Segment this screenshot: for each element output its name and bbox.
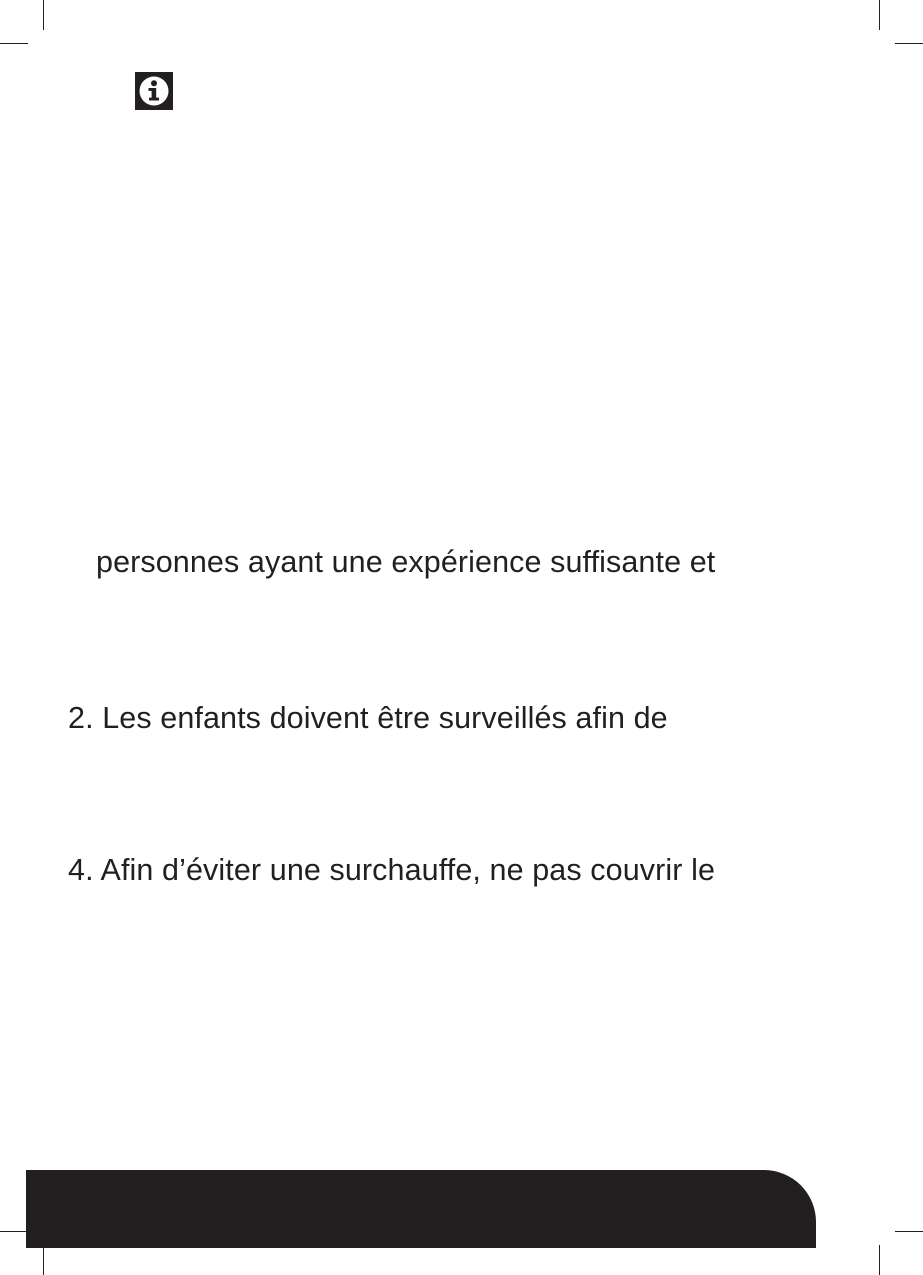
crop-mark-top-left-vertical xyxy=(43,0,44,30)
crop-mark-top-right-vertical xyxy=(879,0,880,30)
crop-mark-bottom-left-horizontal xyxy=(0,1231,28,1232)
list-item-2: 2. Les enfants doivent être surveillés afin de xyxy=(68,701,668,735)
crop-mark-bottom-right-horizontal xyxy=(895,1231,923,1232)
crop-mark-bottom-left-vertical xyxy=(43,1245,44,1275)
body-text-line: personnes ayant une expérience suffisante et xyxy=(96,545,716,579)
crop-mark-top-left-horizontal xyxy=(0,43,28,44)
crop-mark-bottom-right-vertical xyxy=(879,1245,880,1275)
crop-mark-top-right-horizontal xyxy=(895,43,923,44)
footer-band xyxy=(26,1170,816,1248)
list-item-4: 4. Afin d’éviter une surchauffe, ne pas couvrir le xyxy=(68,853,716,887)
info-icon xyxy=(135,72,173,110)
